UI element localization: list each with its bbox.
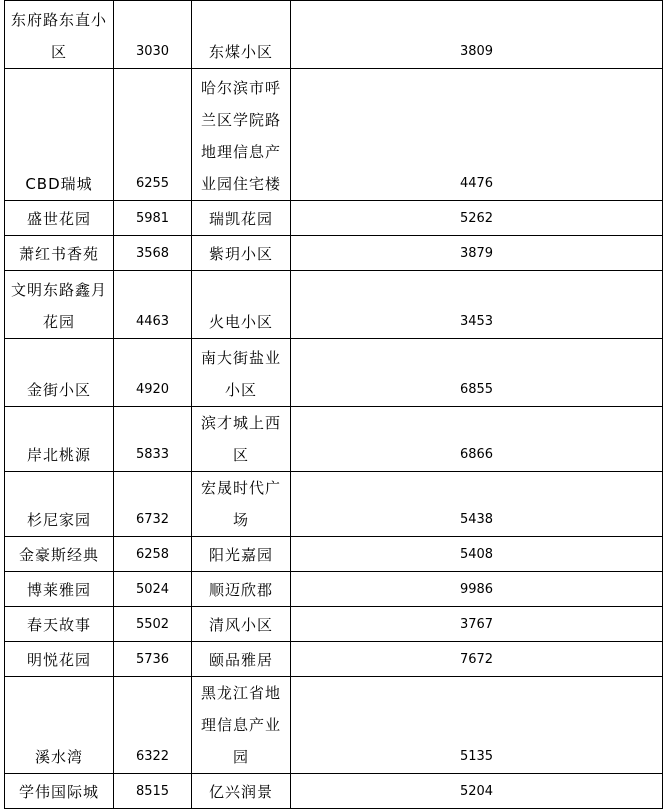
price-b: 6855 — [291, 339, 663, 407]
price-b: 3767 — [291, 607, 663, 642]
price-a: 6255 — [114, 69, 192, 201]
table-row — [5, 607, 663, 642]
price-a: 4920 — [114, 339, 192, 407]
community-name-b: 南大街盐业小区 — [192, 339, 291, 407]
price-a: 5024 — [114, 572, 192, 607]
community-name-b: 清风小区 — [192, 607, 291, 642]
community-name-a: 文明东路鑫月花园 — [5, 271, 114, 339]
price-b: 5135 — [291, 677, 663, 774]
price-a: 6258 — [114, 537, 192, 572]
community-name-b: 颐品雅居 — [192, 642, 291, 677]
table-row — [5, 271, 663, 339]
community-name-a: 博莱雅园 — [5, 572, 114, 607]
community-name-b: 阳光嘉园 — [192, 537, 291, 572]
price-b: 5204 — [291, 774, 663, 809]
community-name-a: CBD瑞城 — [5, 69, 114, 201]
table-row — [5, 472, 663, 537]
community-name-a: 明悦花园 — [5, 642, 114, 677]
community-name-a: 学伟国际城 — [5, 774, 114, 809]
community-name-b: 火电小区 — [192, 271, 291, 339]
community-name-b: 黑龙江省地理信息产业园 — [192, 677, 291, 774]
community-name-b: 顺迈欣郡 — [192, 572, 291, 607]
price-a: 8515 — [114, 774, 192, 809]
table-row — [5, 407, 663, 472]
community-name-a: 东府路东直小区 — [5, 1, 114, 69]
community-name-b: 滨才城上西区 — [192, 407, 291, 472]
community-name-a: 杉尼家园 — [5, 472, 114, 537]
price-a: 3030 — [114, 1, 192, 69]
community-name-b: 哈尔滨市呼兰区学院路地理信息产业园住宅楼 — [192, 69, 291, 201]
community-name-b: 瑞凯花园 — [192, 201, 291, 236]
price-b: 4476 — [291, 69, 663, 201]
price-a: 3568 — [114, 236, 192, 271]
community-name-a: 金街小区 — [5, 339, 114, 407]
price-a: 5981 — [114, 201, 192, 236]
community-name-a: 金豪斯经典 — [5, 537, 114, 572]
price-b: 3809 — [291, 1, 663, 69]
price-table — [4, 0, 663, 809]
price-a: 6322 — [114, 677, 192, 774]
price-a: 6732 — [114, 472, 192, 537]
community-name-b: 紫玥小区 — [192, 236, 291, 271]
price-a: 5833 — [114, 407, 192, 472]
price-b: 5262 — [291, 201, 663, 236]
table-row — [5, 537, 663, 572]
price-b: 6866 — [291, 407, 663, 472]
community-name-a: 盛世花园 — [5, 201, 114, 236]
price-a: 5736 — [114, 642, 192, 677]
community-name-b: 东煤小区 — [192, 1, 291, 69]
community-name-b: 亿兴润景 — [192, 774, 291, 809]
price-b: 5438 — [291, 472, 663, 537]
community-name-a: 萧红书香苑 — [5, 236, 114, 271]
table-row — [5, 236, 663, 271]
community-name-a: 岸北桃源 — [5, 407, 114, 472]
price-b: 3879 — [291, 236, 663, 271]
community-name-b: 宏晟时代广场 — [192, 472, 291, 537]
table-row — [5, 642, 663, 677]
community-name-a: 春天故事 — [5, 607, 114, 642]
table-row — [5, 339, 663, 407]
price-b: 7672 — [291, 642, 663, 677]
price-b: 3453 — [291, 271, 663, 339]
table-row — [5, 69, 663, 201]
table-row — [5, 774, 663, 809]
community-name-a: 溪水湾 — [5, 677, 114, 774]
table-row — [5, 572, 663, 607]
price-b: 5408 — [291, 537, 663, 572]
price-b: 9986 — [291, 572, 663, 607]
table-row — [5, 1, 663, 69]
price-a: 5502 — [114, 607, 192, 642]
table-row — [5, 201, 663, 236]
table-row — [5, 677, 663, 774]
price-a: 4463 — [114, 271, 192, 339]
